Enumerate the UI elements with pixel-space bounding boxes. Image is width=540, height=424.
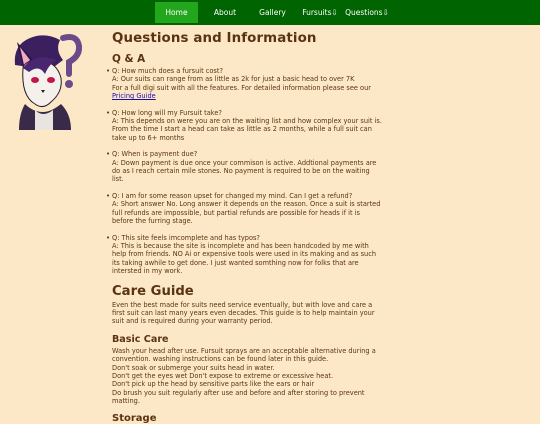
qa-item: [112, 192, 382, 226]
top-navigation-bar: [0, 0, 540, 25]
qa-answer: A: Short answer No. Long answer it depends on the reason. Once a suit is started full refunds are impossible, but partial refunds are possible for heads if it is before the furring stage.: [112, 200, 381, 226]
nav-fursuits-dropdown[interactable]: Fursuits⇩: [302, 8, 338, 17]
qa-question: Q: How long will my Fursuit take?: [112, 108, 222, 117]
qa-heading: Q & A: [112, 53, 146, 65]
basic-care-line: Don't get the eyes wet Don't expose to extreme or excessive heat.: [112, 371, 334, 380]
qa-list: [112, 67, 382, 276]
basic-care-line: Don't pick up the head by sensitive parts like the ears or hair: [112, 380, 315, 389]
qa-question: Q: I am for some reason upset for changed my mind. Can I get a refund?: [112, 191, 353, 200]
care-guide-heading: Care Guide: [112, 283, 194, 299]
qa-item: [112, 67, 382, 101]
nav-gallery[interactable]: Gallery: [259, 8, 286, 17]
storage-heading: Storage: [112, 412, 157, 424]
care-intro: Even the best made for suits need service eventually, but with love and care a first suit can last many years even decades. This guide is to help maintain your suit and is required during your warranty period.: [112, 300, 375, 326]
nav-menu: [155, 2, 391, 23]
qa-answer: A: Our suits can range from as little as 2k for just a basic head to over 7K: [112, 75, 355, 84]
qa-item: [112, 109, 382, 143]
basic-care-line: Do brush you suit regularly after use and before and after storing to prevent matting.: [112, 388, 365, 406]
pricing-guide-link[interactable]: Pricing Guide: [112, 92, 156, 101]
main-content: [112, 31, 382, 424]
qa-answer: A: Down payment is due once your commison is active. Addtional payments are do as I reach certain mile stones. No payment is required to be on the waiting list.: [112, 158, 377, 184]
nav-about[interactable]: About: [213, 8, 237, 17]
qa-item: [112, 234, 382, 276]
basic-care-line: Wash your head after use. Fursuit sprays are an acceptable alternative during a convention. washing instructions can be found later in this guide.: [112, 346, 376, 364]
page-title: Questions and Information: [112, 31, 317, 46]
qa-answer: A: This is because the site is incomplete and has been handcoded by me with help from friends. NO Ai or expensive tools were used in its making and as such its taking awhile to get done. I just wanted somthing now for folks that are intersted in my work.: [112, 241, 377, 276]
qa-question: Q: How much does a fursuit cost?: [112, 67, 223, 75]
mascot-logo: [5, 30, 85, 130]
qa-question: Q: When is payment due?: [112, 150, 198, 159]
nav-home[interactable]: Home: [155, 2, 198, 23]
basic-care-text: [112, 347, 382, 406]
basic-care-heading: Basic Care: [112, 333, 169, 345]
qa-answer: A: This depends on were you are on the waiting list and how complex your suit is. From the time I start a head can take as little as 2 months, while a full suit can take up to 6+ months: [112, 117, 382, 142]
qa-answer-cont: For a full digi suit with all the features. For detailed information please see our: [112, 83, 371, 92]
basic-care-line: Don't soak or submerge your suits head in water.: [112, 363, 275, 372]
nav-questions-dropdown[interactable]: Questions⇩: [345, 8, 389, 17]
qa-question: Q: This site feels imcomplete and has typos?: [112, 233, 260, 242]
qa-item: [112, 150, 382, 184]
